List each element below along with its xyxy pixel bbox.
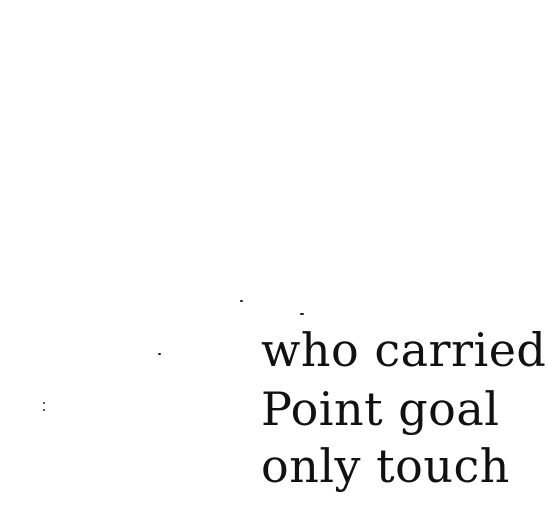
text-line-3: only touch (261, 439, 510, 493)
scan-speck (240, 300, 243, 302)
scan-speck (300, 313, 304, 315)
scan-speck (43, 409, 45, 411)
scan-speck (158, 353, 161, 355)
scan-speck (43, 402, 45, 404)
text-line-2: Point goal (261, 382, 500, 436)
text-line-1: who carried (261, 323, 546, 377)
